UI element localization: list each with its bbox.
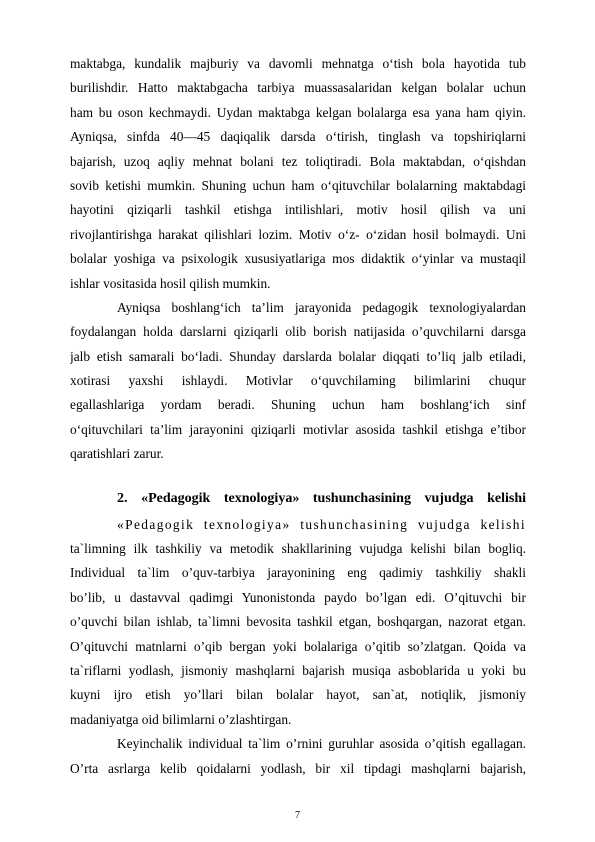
text-line: Ayniqsa boshlang‘ich ta’lim jarayonida pedagogik texnologiyalardan (117, 299, 526, 315)
text-line: ta`limning ilk tashkiliy va metodik shakllarining vujudga kelishi bilan bogliq. (70, 541, 526, 557)
paragraph-4 (70, 732, 526, 781)
text-line: bo’lib, u dastavval qadimgi Yunonistonda paydo bo’lgan edi. O’qituvchi bir (70, 589, 526, 605)
section-spacer (70, 467, 526, 485)
document-page (70, 52, 526, 781)
text-line: ham bu oson kechmaydi. Uydan maktabga kelgan bolalarga esa yana ham qiyin. (70, 104, 526, 120)
section-heading: 2. «Pedagogik texnologiya» tushunchasining vujudga kelishi (117, 490, 527, 506)
text-line: xotirasi yaxshi ishlaydi. Motivlar o‘quvchilaming bilimlarini chuqur (70, 373, 526, 389)
text-line: o‘qituvchilari ta’lim jarayonini qiziqarli motivlar asosida tashkil etishga e’tibor (70, 421, 526, 437)
section-title: «Pedagogik texnologiya» tushunchasining vujudga kelishi (141, 490, 527, 506)
page-number: 7 (295, 810, 300, 821)
text-line: foydalangan holda darslarni qiziqarli olib borish natijasida o’quvchilarni darsga (70, 324, 526, 340)
text-line: sovib ketishi mumkin. Shuning uchun ham o‘qituvchilar bolalarning maktabdagi (70, 177, 526, 193)
text-line: bolalar yoshiga va psixologik xususiyatlariga mos didaktik o‘yinlar va mustaqil (70, 251, 526, 267)
paragraph-3 (70, 513, 526, 733)
text-line: rivojlantirishga harakat qilishlari lozim. Motiv o‘z- o‘zidan hosil bolmaydi. Uni (70, 226, 526, 242)
text-line-spaced: «Pedagogik texnologiya» tushunchasining vujudga kelishi (117, 516, 526, 532)
text-line: O’rta asrlarga kelib qoidalarni yodlash, bir xil tipdagi mashqlarni bajarish, (70, 760, 526, 776)
text-line: Ayniqsa, sinfda 40—45 daqiqalik darsda o‘tirish, tinglash va topshiriqlarni (70, 129, 526, 145)
text-line: qaratishlari zarur. (70, 446, 164, 462)
text-line: Individual ta`lim o’quv-tarbiya jarayonining eng qadimiy tashkiliy shakli (70, 565, 526, 581)
text-line: hayotini qiziqarli tashkil etishga intilishlari, motiv hosil qilish va uni (70, 202, 526, 218)
text-line: o’quvchi bilan ishlab, ta`limni bevosita tashkil etgan, boshqargan, nazorat etgan. (70, 614, 526, 630)
text-line: jalb etish samarali bo‘ladi. Shunday darslarda bolalar diqqati toʼliq jalb etiladi, (70, 348, 526, 364)
text-line: kuyni ijro etish yo’llari bilan bolalar hayot, san`at, notiqlik, jismoniy (70, 687, 526, 703)
text-line: maktabga, kundalik majburiy va davomli mehnatga o‘tish bola hayotida tub (70, 56, 526, 71)
paragraph-2 (70, 296, 526, 467)
text-line: O’qituvchi matnlarni o’qib bergan yoki bolalariga o’qitib so’zlatgan. Qoida va (70, 638, 526, 654)
text-line: burilishdir. Hatto maktabgacha tarbiya muassasalaridan kelgan bolalar uchun (70, 80, 526, 96)
section-number: 2 (117, 490, 124, 506)
text-line: Keyinchalik individual ta`lim o’rnini guruhlar asosida o’qitish egallagan. (117, 736, 526, 752)
text-line: madaniyatga oid bilimlarni o’zlashtirgan. (70, 711, 292, 727)
text-line: bajarish, uzoq aqliy mehnat bolani tez toliqtiradi. Bola maktabdan, o‘qishdan (70, 153, 526, 169)
text-line: egallashlariga yordam beradi. Shuning uchun ham boshlang‘ich sinf (70, 397, 526, 413)
paragraph-1 (70, 52, 526, 296)
text-line: ta`riflarni yodlash, jismoniy mashqlarni bajarish musiqa asboblarida u yoki bu (70, 662, 526, 678)
text-line: ishlar vositasida hosil qilish mumkin. (70, 275, 271, 291)
